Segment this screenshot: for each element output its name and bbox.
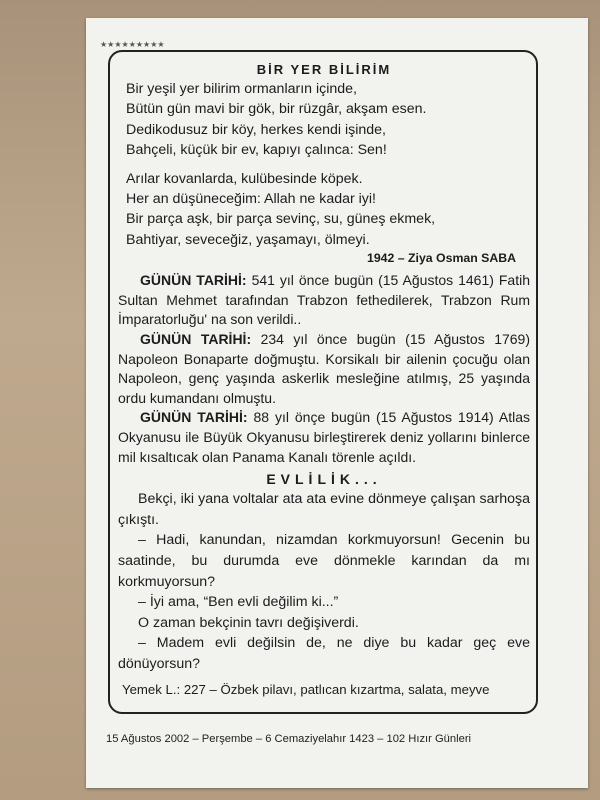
story-paragraph: – İyi ama, “Ben evli değilim ki...” bbox=[138, 594, 339, 611]
story-paragraph: O zaman bekçinin tavrı değişiverdi. bbox=[138, 614, 359, 631]
poem-stanza-2 bbox=[118, 169, 530, 251]
poem-line: Dedikodusuz bir köy, herkes kendi işinde, bbox=[126, 121, 386, 138]
story-paragraph: – Madem evli değilsin de, ne diye bu kadar geç eve dönüyorsun? bbox=[118, 635, 530, 672]
story-paragraph: – Hadi, kanundan, nizamdan korkmuyorsun! Gecenin bu saatinde, bu durumda eve dönmekle karından da mı korkmuyorsun? bbox=[118, 532, 530, 590]
story-paragraph: Bekçi, iki yana voltalar ata ata evine dönmeye çalışan sarhoşa çıkıştı. bbox=[118, 491, 530, 528]
poem-title: BİR YER BİLİRİM bbox=[256, 62, 392, 77]
page-content bbox=[118, 62, 530, 699]
poem-line: Bahtiyar, seveceğiz, yaşamayı, ölmeyi. bbox=[126, 231, 370, 248]
meal-suggestion: Yemek L.: 227 – Özbek pilavı, patlıcan kızartma, salata, meyve bbox=[122, 681, 490, 697]
poem-line: Bir yeşil yer bilirim ormanların içinde, bbox=[126, 81, 358, 97]
poem-line: Bütün gün mavi bir gök, bir rüzgâr, akşam esen. bbox=[126, 101, 427, 118]
poem-line: Bahçeli, küçük bir ev, kapıyı çalınca: Sen! bbox=[126, 142, 387, 159]
history-entry bbox=[118, 330, 530, 408]
history-heading: GÜNÜN TARİHİ: bbox=[140, 331, 252, 348]
poem-line: Bir parça aşk, bir parça sevinç, su, güneş ekmek, bbox=[126, 211, 436, 228]
poem-line: Arılar kovanlarda, kulübesinde köpek. bbox=[126, 170, 363, 187]
star-border-decoration: ★★★★★★★★★ bbox=[100, 40, 165, 49]
date-footer: 15 Ağustos 2002 – Perşembe – 6 Cemaziyelahır 1423 – 102 Hızır Günleri bbox=[106, 733, 472, 745]
history-text: 541 yıl önce bugün (15 Ağustos 1461) Fatih Sultan Mehmet tarafından Trabzon fethedilerek, Trabzon Rum İmparatorluğu' na son verildi.. bbox=[118, 272, 530, 328]
history-heading: GÜNÜN TARİHİ: bbox=[140, 409, 248, 426]
history-entry bbox=[118, 408, 530, 467]
poem-line: Her an düşüneceğim: Allah ne kadar iyi! bbox=[126, 191, 376, 208]
poem-signature: 1942 – Ziya Osman SABA bbox=[367, 251, 516, 266]
history-text: 234 yıl önce bugün (15 Ağustos 1769) Napoleon Bonaparte doğmuştu. Korsikalı bir ailenin çocuğu olan Napoleon, genç yaşında askerlik mesleğine atılmış, 25 yaşında ordu kumandanı olmuştu. bbox=[118, 331, 530, 406]
story-title: EVLİLİK... bbox=[266, 471, 382, 488]
poem-stanza-1 bbox=[118, 79, 530, 161]
history-entry bbox=[118, 271, 530, 330]
history-text: 88 yıl önçe bugün (15 Ağustos 1914) Atlas Okyanusu ile Büyük Okyanusu birleştirerek deniz yollarını binlerce mil kısaltıcak olan Panama Kanalı törenle açıldı. bbox=[118, 409, 530, 465]
history-heading: GÜNÜN TARİHİ: bbox=[140, 272, 247, 289]
